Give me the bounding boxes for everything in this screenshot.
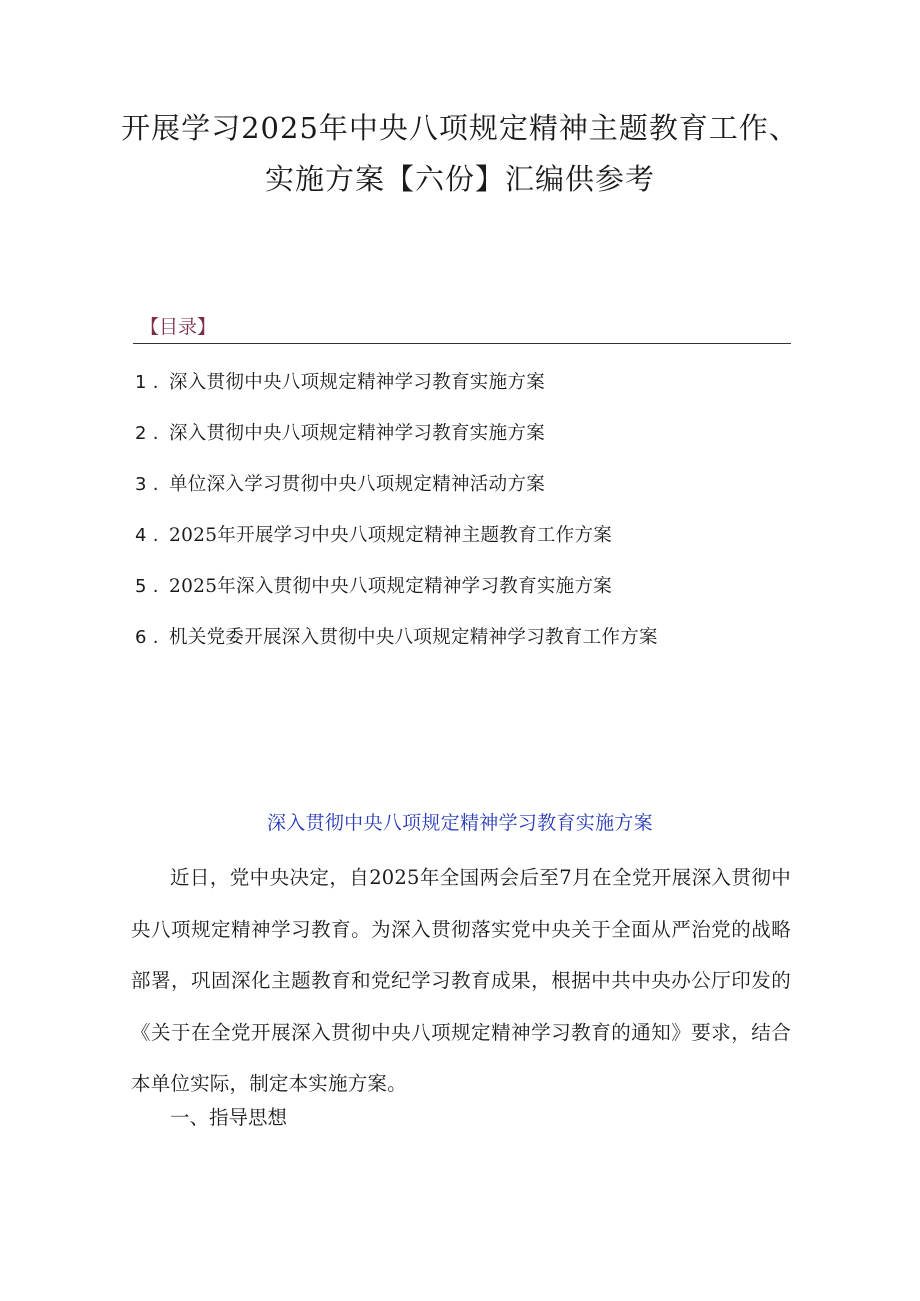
toc-item-number: 2 . xyxy=(135,423,159,444)
toc-item-text: 深入贯彻中央八项规定精神学习教育实施方案 xyxy=(169,372,546,393)
toc-item-text: 2025年开展学习中央八项规定精神主题教育工作方案 xyxy=(169,525,613,546)
document-title-line-2: 实施方案【六份】汇编供参考 xyxy=(264,162,655,196)
toc-item-text: 单位深入学习贯彻中央八项规定精神活动方案 xyxy=(169,474,546,495)
toc-item-number: 4 . xyxy=(135,525,159,546)
document-title-line-1: 开展学习2025年中央八项规定精神主题教育工作、 xyxy=(121,111,799,145)
toc-item-1[interactable] xyxy=(135,368,658,419)
toc-item-3[interactable] xyxy=(135,470,658,521)
toc-label: 【目录】 xyxy=(140,316,217,338)
toc-divider xyxy=(133,343,791,344)
toc-item-6[interactable] xyxy=(135,623,658,674)
toc-item-number: 3 . xyxy=(135,474,159,495)
toc-list xyxy=(135,368,658,674)
toc-item-text: 深入贯彻中央八项规定精神学习教育实施方案 xyxy=(169,423,546,444)
toc-item-2[interactable] xyxy=(135,419,658,470)
toc-item-number: 5 . xyxy=(135,576,159,597)
toc-item-text: 2025年深入贯彻中央八项规定精神学习教育实施方案 xyxy=(169,576,613,597)
section-title: 深入贯彻中央八项规定精神学习教育实施方案 xyxy=(266,812,653,834)
toc-item-5[interactable] xyxy=(135,572,658,623)
toc-item-number: 6 . xyxy=(135,627,159,648)
toc-item-text: 机关党委开展深入贯彻中央八项规定精神学习教育工作方案 xyxy=(169,627,658,648)
toc-item-number: 1 . xyxy=(135,372,159,393)
section-heading-guiding-ideology: 一、指导思想 xyxy=(170,1106,288,1129)
body-paragraph: 近日，党中央决定，自2025年全国两会后至7月在全党开展深入贯彻中央八项规定精神学习教育。为深入贯彻落实党中央关于全面从严治党的战略部署，巩固深化主题教育和党纪学习教育成果，根据中共中央办公厅印发的《关于在全党开展深入贯彻中央八项规定精神学习教育的通知》要求，结合本单位实际，制定本实施方案。 xyxy=(131,866,791,1095)
toc-item-4[interactable] xyxy=(135,521,658,572)
